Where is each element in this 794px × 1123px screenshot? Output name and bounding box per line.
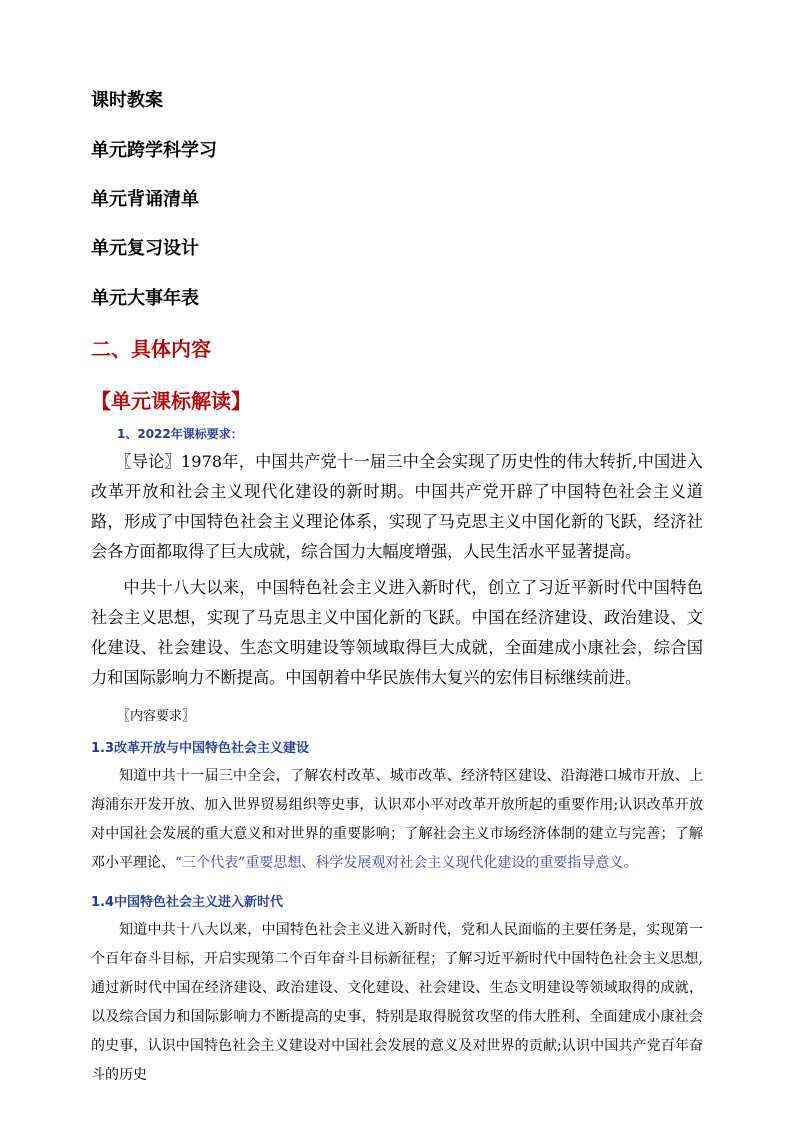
- toc-item-lesson-plan: 课时教案: [91, 90, 163, 111]
- toc-item-chronology: 单元大事年表: [91, 288, 199, 309]
- item-1-title: 1.3改革开放与中国特色社会主义建设: [91, 741, 310, 756]
- toc-item-interdisciplinary: 单元跨学科学习: [91, 140, 217, 161]
- item-2-text: 知道中共十八大以来，中国特色社会主义进入新时代，党和人民面临的主要任务是，实现第一个百年奋斗目标，开启实现第二个百年奋斗目标新征程；了解习近平新时代中国特色社会主义思想,通过新时代中国在经济建设、政治建设、文化建设、社会建设、生态文明建设等领域取得的成就，以及综合国力和国际影响力不断提高的史事，特别是取得脱贫攻坚的伟大胜利、全面建成小康社会的史事，认识中国特色社会主义建设对中国社会发展的意义及对世界的贡献;认识中国共产党百年奋斗的历史: [91, 922, 703, 1083]
- section-subtitle: 【单元课标解读】: [91, 389, 251, 413]
- section-title: 二、具体内容: [91, 337, 211, 361]
- content-requirements-label: 〖内容要求〗: [117, 709, 196, 724]
- standards-heading: 1、2022年课标要求：: [117, 427, 243, 441]
- toc-item-recitation-list: 单元背诵清单: [91, 189, 199, 210]
- item-2-title: 1.4中国特色社会主义进入新时代: [91, 895, 284, 910]
- intro-paragraph-1: 〖导论〗1978年，中国共产党十一届三中全会实现了历史性的伟大转折,中国进入改革开放和社会主义现代化建设的新时期。中国共产党开辟了中国特色社会主义道路，形成了中国特色社会主义理论体系，实现了马克思主义中国化新的飞跃，经济社会各方面都取得了巨大成就，综合国力大幅度增强，人民生活水平显著提高。: [91, 452, 703, 561]
- item-1-text-main: 知道中共十一届三中全会，了解农村改革、城市改革、经济特区建设、沿海港口城市开放、上海浦东开发开放、加入世界贸易组织等史事，认识邓小平对改革开放所起的重要作用;认识改革开放对中国社会发展的重大意义和对世界的重要影响；了解社会主义市场经济体制的建立与完善；了解邓小平理论、: [91, 768, 703, 871]
- toc-item-review-design: 单元复习设计: [91, 238, 199, 259]
- item-1-text-highlight: “三个代表”重要思想、科学发展观对社会主义现代化建设的重要指导意义。: [175, 855, 638, 871]
- intro-paragraph-2: 中共十八大以来，中国特色社会主义进入新时代，创立了习近平新时代中国特色社会主义思想，实现了马克思主义中国化新的飞跃。中国在经济建设、政治建设、文化建设、社会建设、生态文明建设等领域取得巨大成就，全面建成小康社会，综合国力和国际影响力不断提高。中国朝着中华民族伟大复兴的宏伟目标继续前进。: [91, 578, 703, 687]
- item-1-text: [91, 762, 703, 878]
